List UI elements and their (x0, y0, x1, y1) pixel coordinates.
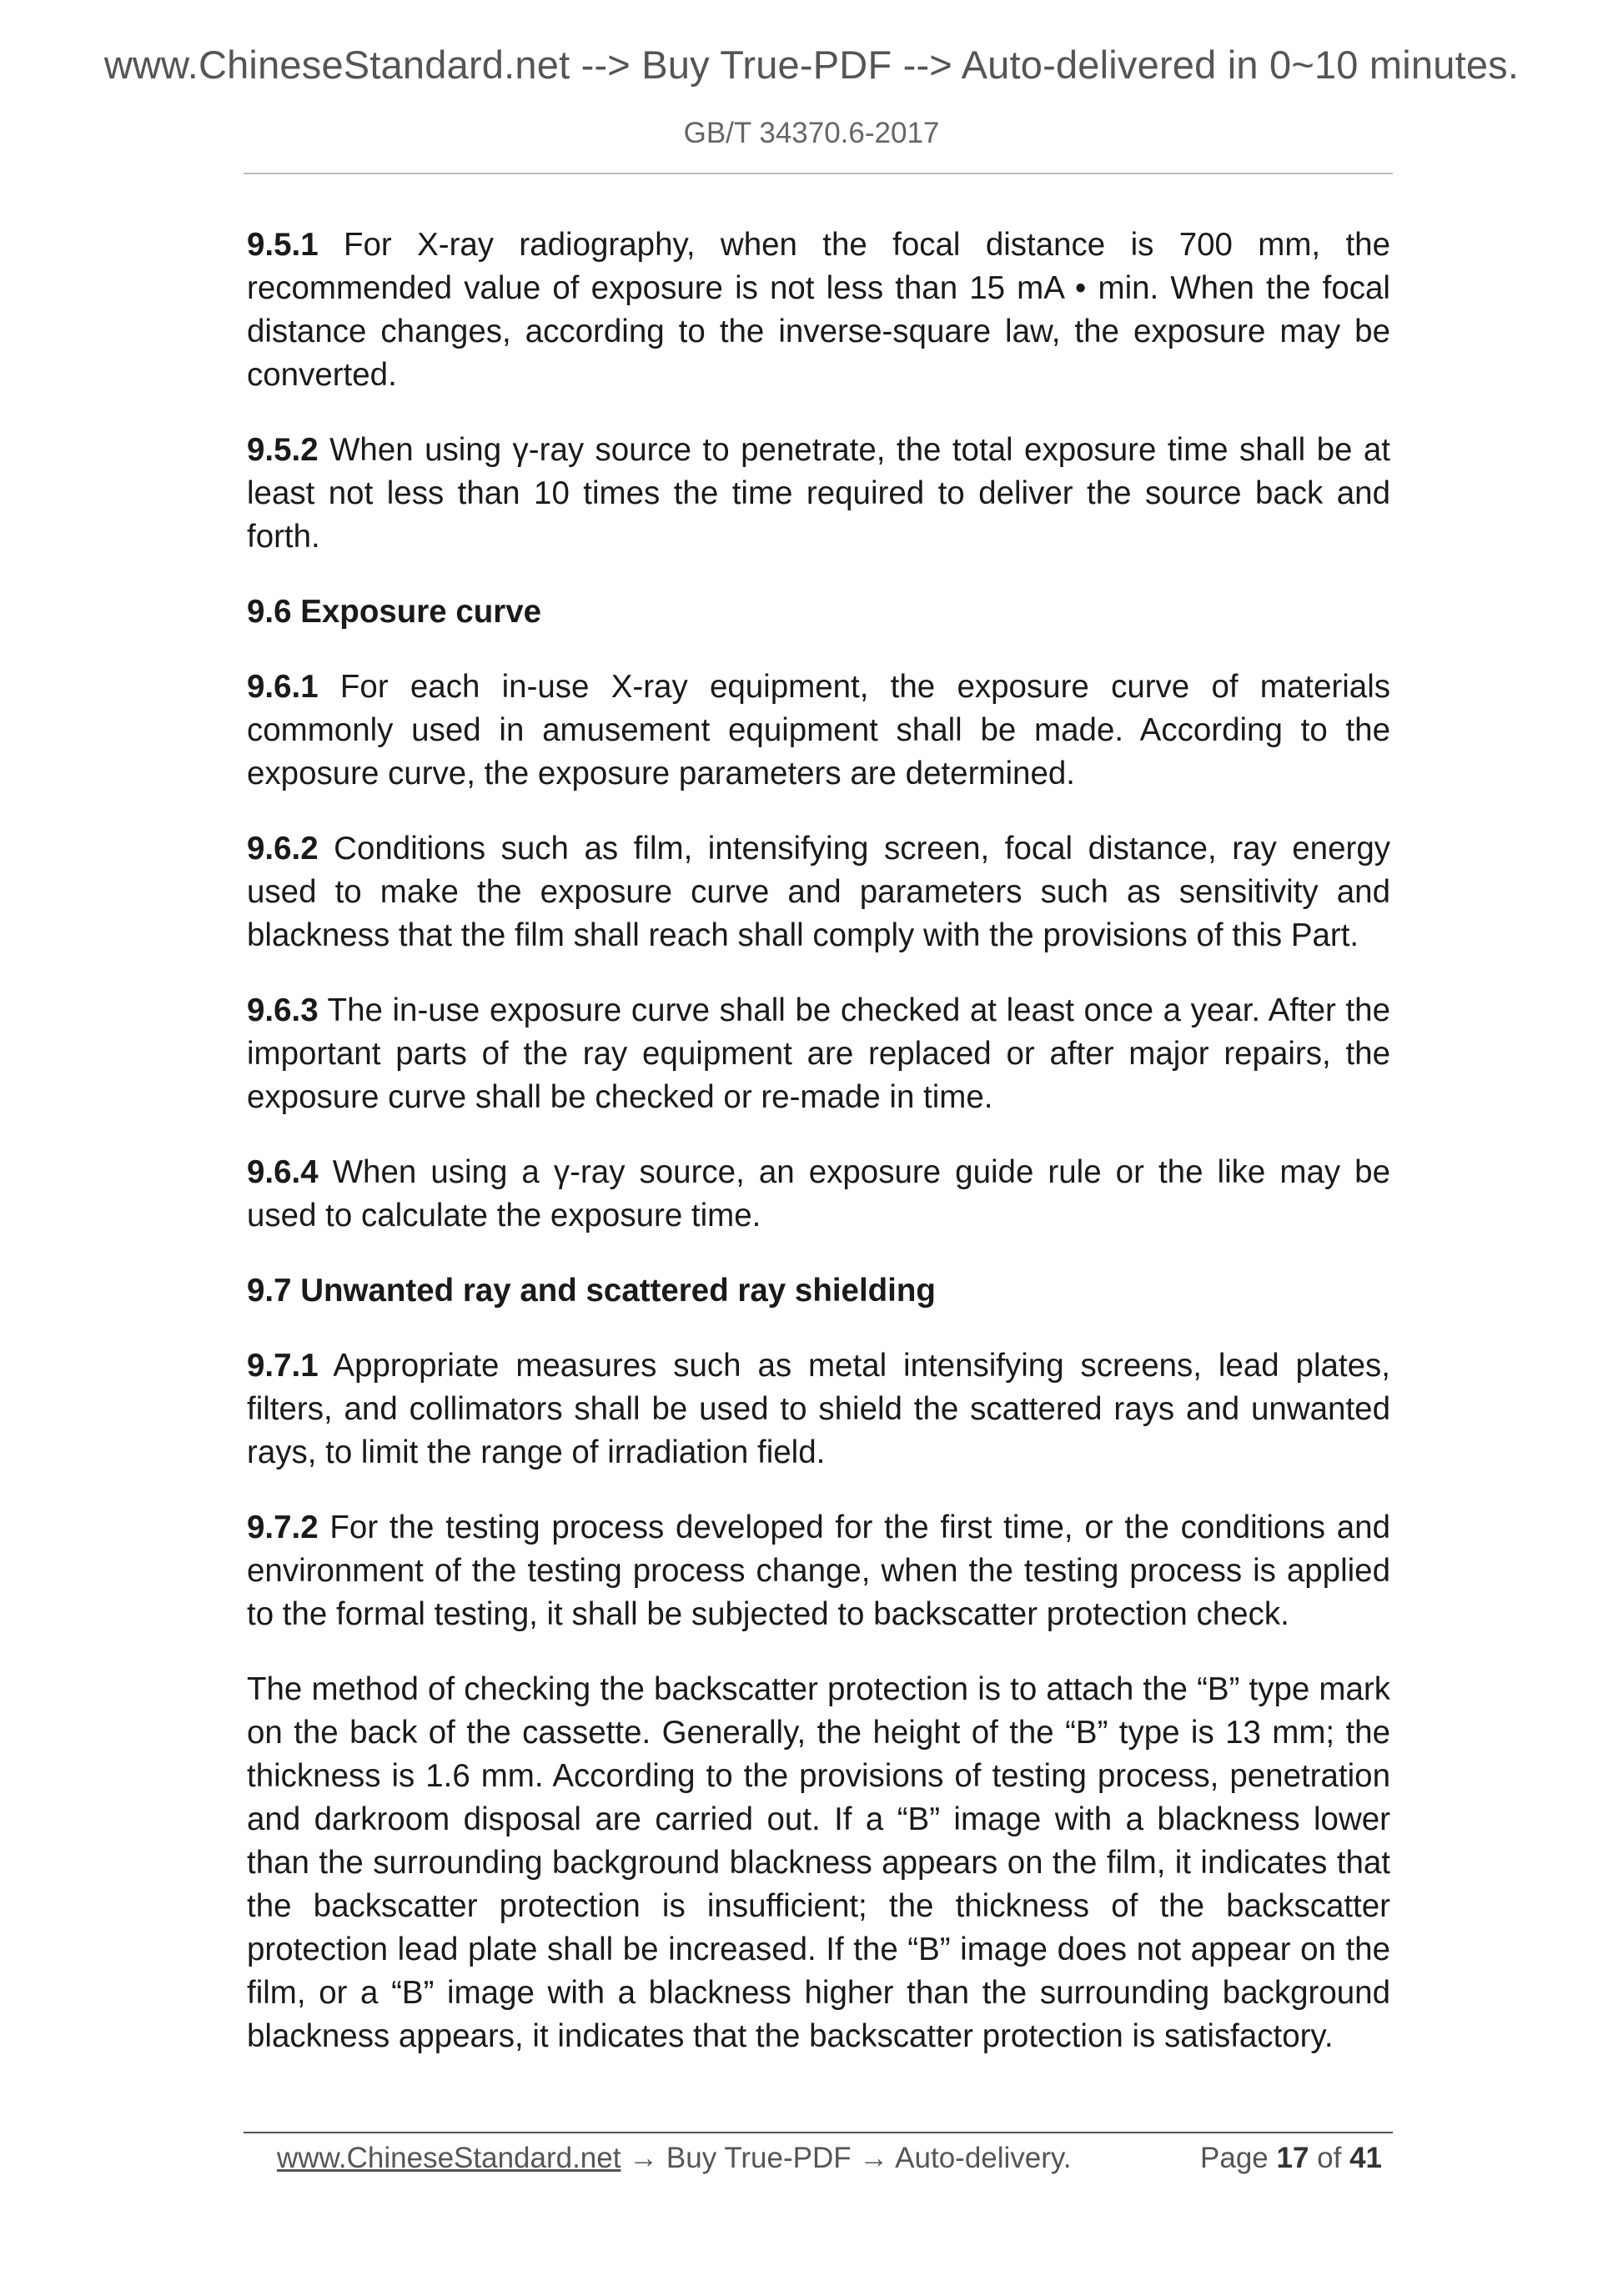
clause-9-6-1 (247, 666, 1390, 796)
clause-9-6-2 (247, 827, 1390, 957)
of-label: of (1309, 2142, 1350, 2174)
clause-number: 9.6.3 (247, 992, 319, 1028)
clause-9-5-2 (247, 429, 1390, 559)
clause-9-5-1 (247, 224, 1390, 397)
footer-divider (244, 2132, 1393, 2133)
clause-9-6-3 (247, 989, 1390, 1119)
clause-number: 9.6.4 (247, 1154, 319, 1190)
clause-9-7-2 (247, 1506, 1390, 1636)
clause-number: 9.5.1 (247, 227, 319, 263)
clause-number: 9.6.2 (247, 831, 319, 867)
footer-site-link[interactable]: www.ChineseStandard.net (277, 2142, 621, 2174)
footer-tagline: → Buy True-PDF → Auto-delivery. (621, 2142, 1072, 2174)
total-pages-number: 41 (1349, 2142, 1382, 2174)
header-banner: www.ChineseStandard.net --> Buy True-PDF --> Auto-delivered in 0~10 minutes. (103, 43, 1520, 87)
clause-text: For the testing process developed for the first time, or the conditions and environment of the testing process change, when the testing process is applied to the formal testing, it shall be subjected to backscatter protection check. (247, 1510, 1390, 1632)
page-label: Page (1200, 2142, 1277, 2174)
section-heading-9-6: 9.6 Exposure curve (247, 594, 542, 630)
footer-left (277, 2140, 1072, 2177)
page-indicator (1200, 2140, 1382, 2177)
clause-text: When using a γ-ray source, an exposure guide rule or the like may be used to calculate the exposure time. (247, 1154, 1390, 1233)
clause-9-7-1 (247, 1344, 1390, 1475)
page-content (247, 224, 1390, 2090)
clause-text: When using γ-ray source to penetrate, the total exposure time shall be at least not less than 10 times the time required to deliver the source back and forth. (247, 432, 1390, 555)
current-page-number: 17 (1276, 2142, 1309, 2174)
method-paragraph: The method of checking the backscatter protection is to attach the “B” type mark on the back of the cassette. Generally, the height of the “B” type is 13 mm; the thickness is 1.6 mm. According to the provisions of testing process, penetration and darkroom disposal are carried out. If a “B” image with a blackness lower than the surrounding background blackness appears on the film, it indicates that the backscatter protection is insufficient; the thickness of the backscatter protection lead plate shall be increased. If the “B” image does not appear on the film, or a “B” image with a blackness higher than the surrounding background blackness appears, it indicates that the backscatter protection is satisfactory. (247, 1671, 1390, 2054)
clause-text: Conditions such as film, intensifying screen, focal distance, ray energy used to make the exposure curve and parameters such as sensitivity and blackness that the film shall reach shall comply with the provisions of this Part. (247, 831, 1390, 953)
clause-number: 9.7.1 (247, 1348, 319, 1384)
header-divider (244, 173, 1393, 174)
clause-9-6-4 (247, 1151, 1390, 1238)
clause-text: Appropriate measures such as metal intensifying screens, lead plates, filters, and collimators shall be used to shield the scattered rays and unwanted rays, to limit the range of irradiation field. (247, 1348, 1390, 1470)
clause-number: 9.6.1 (247, 669, 319, 705)
clause-number: 9.7.2 (247, 1510, 319, 1545)
clause-text: For X-ray radiography, when the focal distance is 700 mm, the recommended value of exposure is not less than 15 mA • min. When the focal distance changes, according to the inverse-square law, the exposure may be converted. (247, 227, 1390, 393)
clause-text: For each in-use X-ray equipment, the exposure curve of materials commonly used in amusement equipment shall be made. According to the exposure curve, the exposure parameters are determined. (247, 669, 1390, 791)
clause-text: The in-use exposure curve shall be checked at least once a year. After the important parts of the ray equipment are replaced or after major repairs, the exposure curve shall be checked or re-made in time. (247, 992, 1390, 1115)
standard-number: GB/T 34370.6-2017 (683, 117, 940, 149)
section-heading-9-7: 9.7 Unwanted ray and scattered ray shielding (247, 1273, 936, 1309)
clause-number: 9.5.2 (247, 432, 319, 468)
